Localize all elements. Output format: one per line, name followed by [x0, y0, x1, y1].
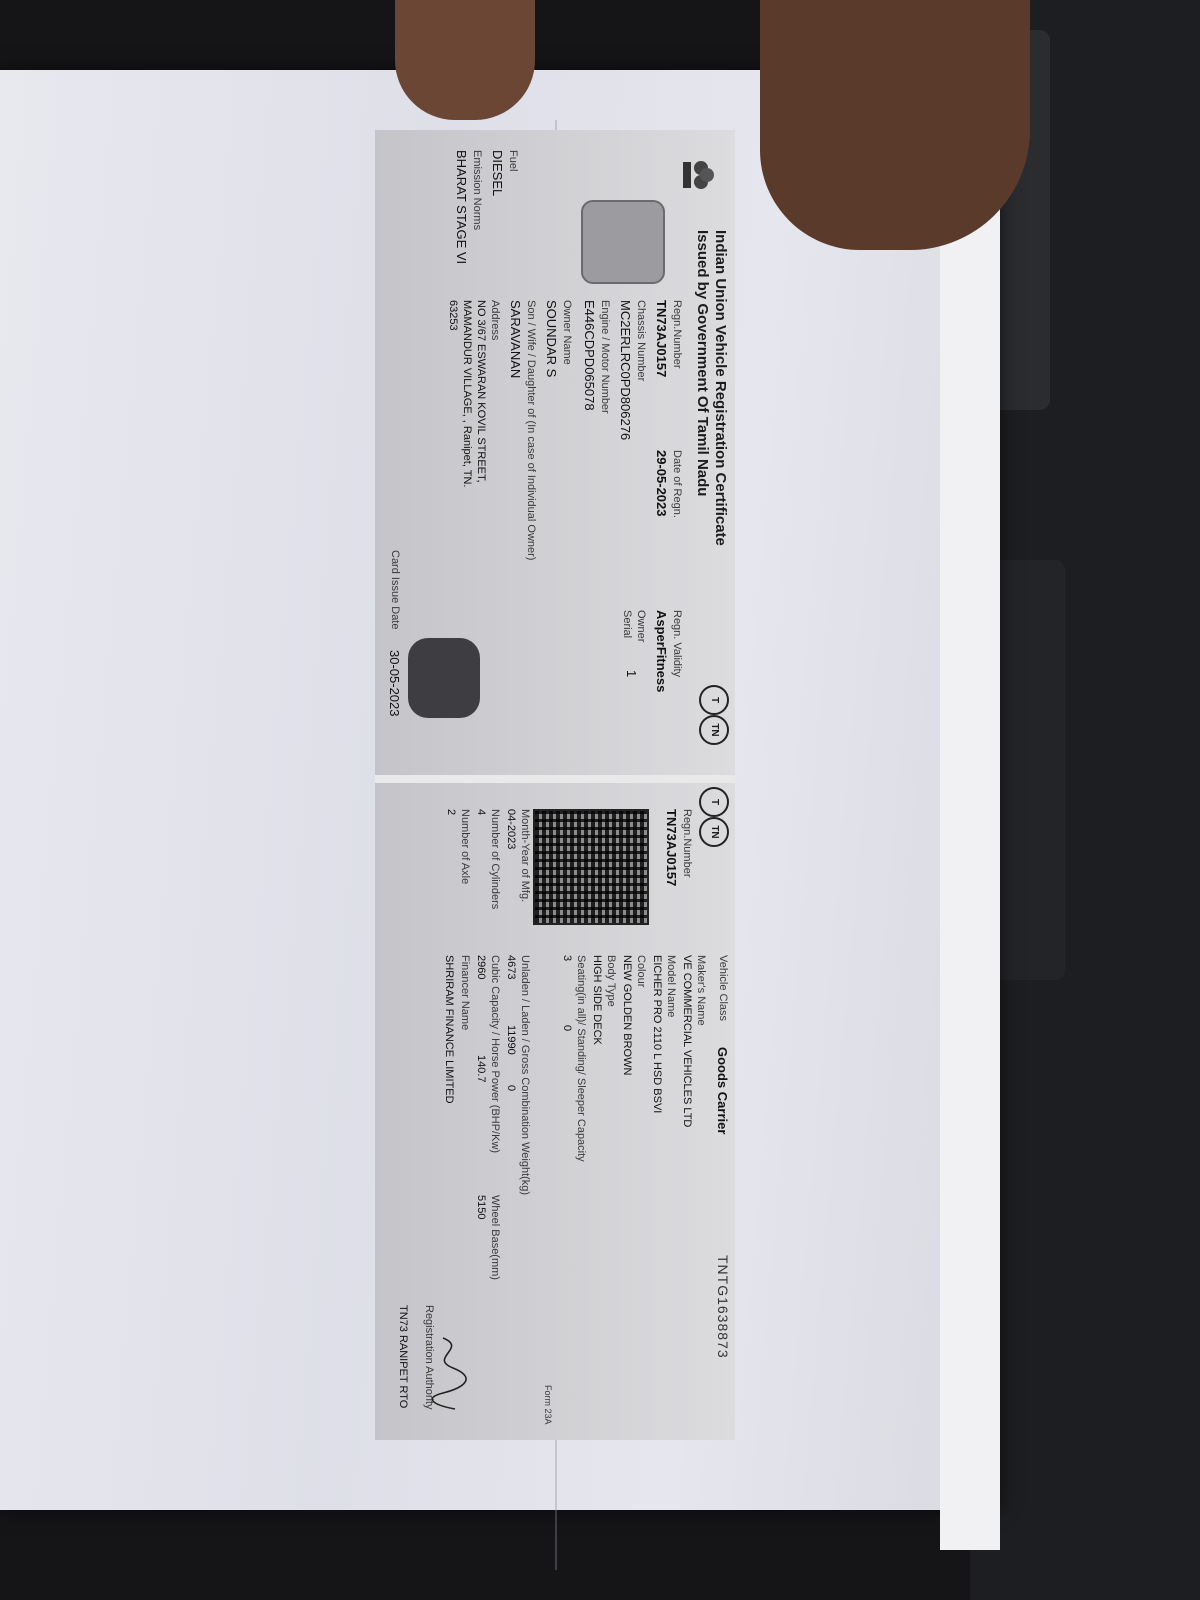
standing-capacity: 0	[561, 1025, 573, 1032]
mfg-label: Month-Year of Mfg.	[519, 809, 531, 903]
seating-capacity: 3	[561, 955, 573, 962]
qr-code	[533, 809, 649, 925]
model-name: EICHER PRO 2110 L HSD BSVI	[651, 955, 663, 1114]
address-label: Address	[489, 300, 501, 341]
back-regn-label: Regn.Number	[681, 809, 693, 878]
paper-edge	[940, 130, 1000, 1550]
laden-weight: 11990	[505, 1025, 517, 1055]
wheel-base-label: Wheel Base(mm)	[489, 1195, 501, 1280]
owner-name-label: Owner Name	[561, 300, 573, 365]
relation-name: SARAVANAN	[508, 300, 523, 379]
colour-label: Colour	[635, 955, 647, 988]
emission-label: Emission Norms	[471, 150, 483, 231]
address-line-2: MAMANDUR VILLAGE, , Ranipet, TN.	[461, 300, 473, 488]
rc-card-printout	[375, 130, 735, 1440]
card-issue-date: 30-05-2023	[387, 650, 402, 717]
vehicle-class-label: Vehicle Class	[717, 955, 729, 1022]
unladen-weight: 4673	[505, 955, 517, 980]
rc-card	[375, 130, 735, 1440]
finger	[395, 0, 535, 120]
rc-front	[375, 130, 735, 775]
body-type-label: Body Type	[605, 955, 617, 1007]
chassis-label: Chassis Number	[635, 300, 647, 382]
engine-label: Engine / Motor Number	[599, 300, 611, 414]
makers-label: Maker's Name	[695, 955, 707, 1026]
back-badge-tn: TN	[699, 817, 729, 847]
wheel-base: 5150	[475, 1195, 487, 1220]
regn-number-label: Regn.Number	[671, 300, 683, 369]
fuel: DIESEL	[490, 150, 505, 197]
owner-serial: 1	[624, 670, 639, 678]
card-divider	[375, 775, 735, 783]
smart-chip-icon	[581, 200, 665, 284]
rc-issuer: Issued by Government Of Tamil Nadu	[694, 230, 711, 497]
regn-number: TN73AJ0157	[654, 300, 669, 378]
form-number: Form 23A	[543, 1385, 553, 1425]
gross-weight: 0	[505, 1085, 517, 1092]
model-label: Model Name	[665, 955, 677, 1018]
mfg-date: 04-2023	[505, 809, 517, 850]
card-issue-label: Card Issue Date	[389, 550, 401, 630]
rc-title: Indian Union Vehicle Registration Certificate	[712, 230, 729, 546]
owner-photo	[408, 638, 480, 718]
weight-label: Unladen / Laden / Gross Combination Weight(kg)	[519, 955, 531, 1196]
date-of-regn: 29-05-2023	[654, 450, 669, 517]
emission-norms: BHARAT STAGE VI	[454, 150, 469, 265]
cubic-capacity-label: Cubic Capacity / Horse Power (BHP/Kw)	[489, 955, 501, 1154]
horse-power: 140.7	[475, 1055, 487, 1083]
rc-back	[375, 785, 735, 1440]
card-serial-number: TNTG1638873	[715, 1255, 731, 1359]
badge-t: T	[699, 685, 729, 715]
cubic-capacity: 2960	[475, 955, 487, 980]
regn-validity: AsperFitness	[654, 610, 669, 693]
regn-validity-label: Regn. Validity	[671, 610, 683, 678]
cylinders: 4	[475, 809, 487, 816]
makers-name: VE COMMERCIAL VEHICLES LTD	[681, 955, 693, 1128]
vehicle-class: Goods Carrier	[715, 1047, 730, 1135]
body-type: HIGH SIDE DECK	[591, 955, 603, 1045]
authority-label: Registration Authority	[423, 1305, 435, 1410]
colour: NEW GOLDEN BROWN	[621, 955, 633, 1076]
date-of-regn-label: Date of Regn.	[671, 450, 683, 518]
serial-label: Serial	[621, 610, 633, 639]
axle-count: 2	[445, 809, 457, 816]
financer-name: SHRIRAM FINANCE LIMITED	[443, 955, 455, 1104]
thumb	[760, 0, 1030, 250]
owner-name: SOUNDAR S	[544, 300, 559, 378]
address-line-1: NO 3/67 ESWARAN KOVIL STREET,	[475, 300, 487, 483]
seat-panel-lower	[995, 560, 1065, 980]
seating-label: Seating(in all)/ Standing/ Sleeper Capacity	[575, 955, 587, 1162]
address-line-3: 63253	[447, 300, 459, 331]
axle-label: Number of Axle	[459, 809, 471, 885]
registration-authority: TN73 RANIPET RTO	[397, 1305, 409, 1409]
chassis-number: MC2ERLRC0PD806276	[618, 300, 633, 441]
relation-label: Son / Wife / Daughter of (In case of Individual Owner)	[525, 300, 537, 561]
owner-label: Owner	[635, 610, 647, 643]
national-emblem-icon	[675, 152, 721, 198]
back-regn-number: TN73AJ0157	[664, 809, 679, 887]
badge-tn: TN	[699, 715, 729, 745]
back-badge-t: T	[699, 787, 729, 817]
cylinders-label: Number of Cylinders	[489, 809, 501, 910]
engine-number: E446CDPD065078	[582, 300, 597, 411]
financer-label: Financer Name	[459, 955, 471, 1031]
fuel-label: Fuel	[507, 150, 519, 172]
